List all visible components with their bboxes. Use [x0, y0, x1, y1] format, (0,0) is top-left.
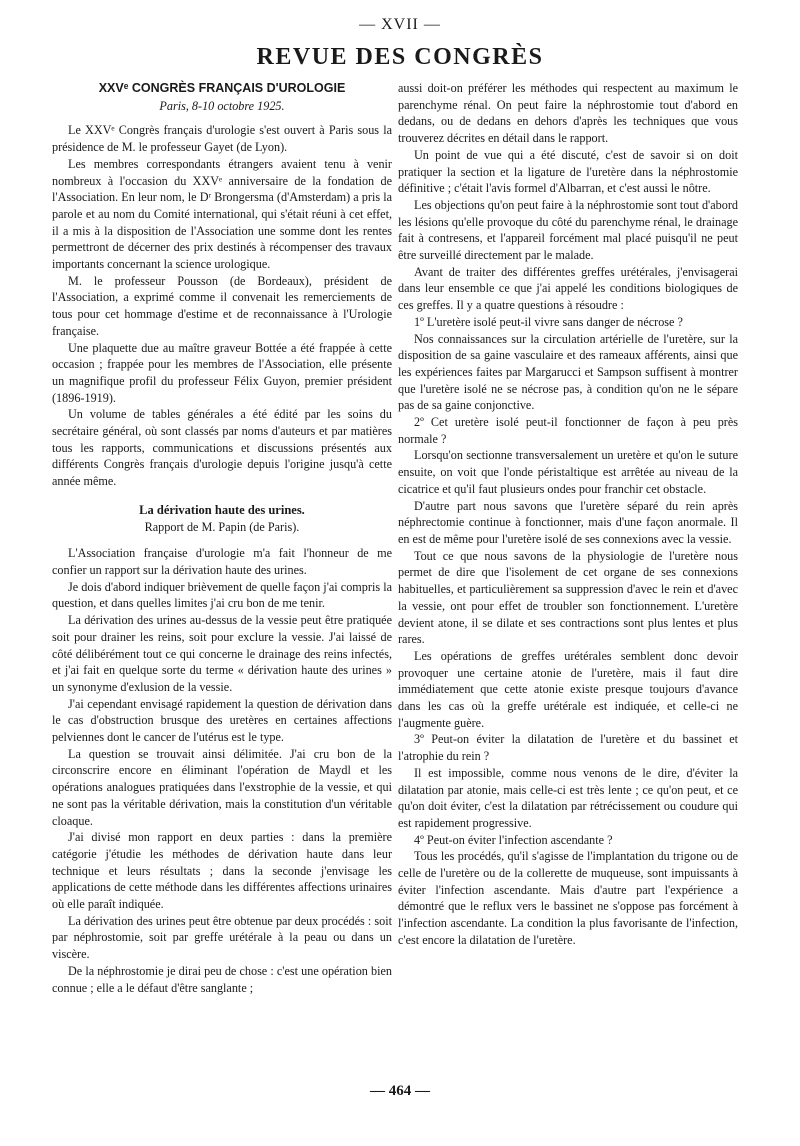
- paragraph: Je dois d'abord indiquer brièvement de quelle façon j'ai compris la question, et dans quelles limites j'ai cru bon de me tenir.: [52, 579, 392, 611]
- paragraph: Une plaquette due au maître graveur Bottée a été frappée à cette occasion ; frappée pour les membres de l'Association, elle présente un magnifique profil du professeur Félix Guyon, premier président (1896-1919).: [52, 340, 392, 405]
- paragraph: Tout ce que nous savons de la physiologie de l'uretère nous permet de dire que l'isolement de cet organe de ses connexions habituelles, et particulièrement sa suppression d'avec le rein et d'avec la vessie, ont pour effet de troubler son fonctionnement. L'uretère devient atone, il se dilate et ses contractions sont plus lentes et plus rares.: [398, 548, 738, 647]
- paragraph: La question se trouvait ainsi délimitée. J'ai cru bon de la circonscrire encore en éliminant l'opération de Maydl et les opérations analogues pratiquées dans l'exstrophie de la vessie, et qui ne sont pas la véritable dérivation, mais la constitution d'un véritable cloaque.: [52, 746, 392, 828]
- page-title: REVUE DES CONGRÈS: [256, 44, 544, 70]
- page-number: — 464 —: [370, 1083, 430, 1099]
- paragraph: Un point de vue qui a été discuté, c'est de savoir si on doit pratiquer la section et la ligature de l'uretère dans la néphrostomie définitive ; c'était l'avis formel d'Albarran, et c'est aussi le nôtre.: [398, 147, 738, 196]
- section-title: XXVᵉ CONGRÈS FRANÇAIS D'UROLOGIE: [98, 81, 346, 95]
- paragraph: Avant de traiter des différentes greffes urétérales, j'envisagerai dans leur ensemble ce que j'ai appelé les conditions biologiques de ces greffes. Il y a quatre questions à résoudre :: [398, 264, 738, 313]
- paragraph: D'autre part nous savons que l'uretère séparé du rein après néphrectomie continue à fonctionner, mais d'une façon anormale. Il en est de même pour l'uretère isolé de ses connexions avec la vessie.: [398, 498, 738, 546]
- question-heading: 2º Cet uretère isolé peut-il fonctionner de façon à peu près normale ?: [398, 415, 738, 446]
- paragraph: La dérivation des urines peut être obtenue par deux procédés : soit par néphrostomie, soit par greffe urétérale à la peau ou dans un viscère.: [52, 913, 392, 962]
- paragraph: Les objections qu'on peut faire à la néphrostomie sont tout d'abord les lésions qu'elle provoque du côté du parenchyme rénal, le drainage fait à contresens, et l'appareil forcément mal placé puisqu'il ne peut être surveillé directement par le malade.: [398, 197, 738, 263]
- paragraph: Un volume de tables générales a été édité par les soins du secrétaire général, où sont classés par noms d'auteurs et par matières tous les rapports, communications et discussions présentés aux différents Congrès français d'urologie depuis l'origine jusqu'à cette année même.: [52, 407, 392, 489]
- paragraph: Lorsqu'on sectionne transversalement un uretère et qu'on le suture ensuite, on voit que l'onde péristaltique est arrêtée au niveau de la cicatrice et qu'il faut plusieurs ondes pour franchir cet obstacle.: [398, 448, 738, 496]
- paragraph: Le XXVᵉ Congrès français d'urologie s'est ouvert à Paris sous la présidence de M. le professeur Gayet (de Lyon).: [52, 123, 392, 155]
- paragraph: aussi doit-on préférer les méthodes qui respectent au maximum le parenchyme rénal. On peut faire la néphrostomie tout d'abord en dedans, ou de dedans en dehors d'après les techniques que vous trouverez décrites en détail dans le rapport.: [398, 81, 738, 146]
- paragraph: Les membres correspondants étrangers avaient tenu à venir nombreux à l'occasion du XXVᵉ anniversaire de la fondation de l'Association. En leur nom, le Dʳ Brongersma (d'Amsterdam) a pris la parole et au nom du Comité international, qui s'était réuni à cet effet, il a mis à la disposition de l'Association une somme dont les rentes permettront de décerner des prix destinés à récompenser des travaux importants concernant la science urologique.: [52, 156, 392, 272]
- paragraph: Les opérations de greffes urétérales semblent donc devoir provoquer une certaine atonie de l'uretère, mais il faut dire immédiatement que cette atonie existe presque toujours d'avance dans les cas où la greffe urétérale est indiquée, et celle-ci ne l'augmente guère.: [398, 648, 738, 730]
- section-subtitle: Paris, 8-10 octobre 1925.: [159, 98, 285, 113]
- paragraph: J'ai divisé mon rapport en deux parties : dans la première catégorie j'étudie les méthodes de dérivation haute dans leur technique et leurs résultats ; dans la seconde j'envisage les applications de cette méthode dans les différentes affections urinaires où elle paraît indiquée.: [52, 830, 392, 912]
- article-title: La dérivation haute des urines.: [139, 502, 305, 517]
- question-heading: 3º Peut-on éviter la dilatation de l'uretère et du bassinet et l'atrophie du rein ?: [398, 732, 738, 764]
- paragraph: J'ai cependant envisagé rapidement la question de dérivation dans le cas d'obstruction brusque des uretères en certaines affections pelviennes dont le cancer de l'utérus est le type.: [52, 696, 392, 745]
- paragraph: La dérivation des urines au-dessus de la vessie peut être pratiquée soit pour drainer les reins, soit pour exclure la vessie. J'ai laissé de côté délibérément tout ce qui concerne le drainage des reins infectés, et j'ai fait en quelque sorte du terme « dérivation haute des urines » un synonyme d'exlusion de la vessie.: [52, 613, 392, 694]
- paragraph: Nos connaissances sur la circulation artérielle de l'uretère, sur la disposition de sa gaine vasculaire et des rameaux afférents, ainsi que les expériences faites par Margarucci et Sampson suffisent à montrer que l'uretère isolé ne se nécrose pas, à condition qu'on ne le sépare pas de sa gaine conjonctive.: [398, 331, 738, 413]
- question-heading: 1º L'uretère isolé peut-il vivre sans danger de nécrose ?: [414, 314, 683, 329]
- article-subtitle: Rapport de M. Papin (de Paris).: [144, 519, 300, 534]
- paragraph: Tous les procédés, qu'il s'agisse de l'implantation du trigone ou de celle de l'uretère ou de la collerette de muqueuse, sont impuissants à éviter l'infection ascendante. Mais d'autre part l'expérience a démontré que le reflux vers le bassinet ne s'oppose pas forcément à l'infection ascendante. La condition la plus favorisante de l'infection, c'est encore la dilatation de l'uretère.: [398, 849, 738, 947]
- paragraph: L'Association française d'urologie m'a fait l'honneur de me confier un rapport sur la dérivation haute des urines.: [52, 546, 392, 577]
- left-column: [52, 80, 392, 996]
- page-roman-numeral: — XVII —: [359, 16, 441, 33]
- paragraph: Il est impossible, comme nous venons de le dire, d'éviter la dilatation par atonie, mais celle-ci est très lente ; ce qu'on peut, et ce qu'on doit éviter, c'est la dilatation par rétrécissement ou coudure qui est rapidement progressive.: [398, 765, 738, 830]
- paragraph: M. le professeur Pousson (de Bordeaux), président de l'Association, a exprimé comme il convenait les remerciements de tous pour cet hommage d'estime et de reconnaissance à l'Urologie française.: [52, 273, 392, 338]
- right-column: [398, 80, 738, 949]
- paragraph: De la néphrostomie je dirai peu de chose : c'est une opération bien connue ; elle a le défaut d'être sanglante ;: [52, 963, 392, 995]
- question-heading: 4º Peut-on éviter l'infection ascendante ?: [414, 832, 613, 847]
